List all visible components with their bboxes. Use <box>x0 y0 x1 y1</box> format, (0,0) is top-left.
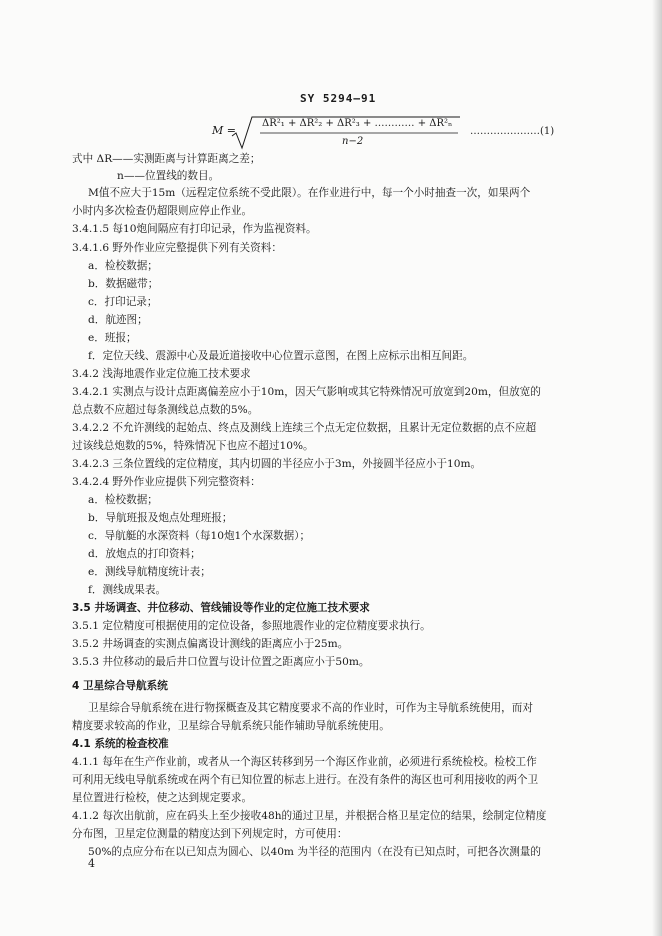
list-item: f．测线成果表。 <box>88 584 167 596</box>
list-item: c．导航艇的水深资料（每10炮1个水深数据）； <box>88 530 311 542</box>
list-item: b．导航班报及炮点处理班报； <box>88 512 233 524</box>
chapter-heading: 4 卫星综合导航系统 <box>72 680 168 692</box>
text-line: 卫星综合导航系统在进行物探概查及其它精度要求不高的作业时，可作为主导航系统使用，而对 <box>88 702 533 714</box>
text-line: 精度要求较高的作业，卫星综合导航系统只能作辅助导航系统使用。 <box>72 720 390 732</box>
page-edge-shadow <box>652 0 662 936</box>
text-line: 3.4.2.1 实测点与设计点距离偏差应小于10m，因天气影响或其它特殊情况可放宽到20m，但放宽的 <box>72 386 541 398</box>
formula-numerator: ΔR²₁ + ΔR²₂ + ΔR²₃ + ………… + ΔR²ₙ <box>262 118 453 129</box>
list-item: c．打印记录； <box>88 296 158 308</box>
text-line: 过该线总炮数的5%，特殊情况下也应不超过10%。 <box>72 440 314 452</box>
list-item: d．航迹图； <box>88 314 148 326</box>
section-heading: 3.4.2 浅海地震作业定位施工技术要求 <box>72 368 251 380</box>
text-line: 星位置进行检校，使之达到规定要求。 <box>72 792 253 804</box>
equation-number: …………………(1) <box>470 126 555 137</box>
text-line: n——位置线的数目。 <box>117 170 220 182</box>
text-line: 式中 ΔR——实测距离与计算距离之差； <box>72 153 261 165</box>
page-number: 4 <box>88 857 95 870</box>
text-line: 小时内多次检查仍超限则应停止作业。 <box>72 205 253 217</box>
text-line: 3.4.1.5 每10炮间隔应有打印记录，作为监视资料。 <box>72 223 317 235</box>
text-line: 总点数不应超过每条测线总点数的5%。 <box>72 404 259 416</box>
formula-denominator: n−2 <box>342 136 364 147</box>
section-heading: 4.1 系统的检查校准 <box>72 738 169 750</box>
list-item: e．班报； <box>88 332 137 344</box>
text-line: 4.1.1 每年在生产作业前，或者从一个海区转移到另一个海区作业前，必须进行系统检校。检校工作 <box>72 756 537 768</box>
text-line: 50%的点应分布在以已知点为圆心、以40m 为半径的范围内（在没有已知点时，可把各次测量的 <box>88 846 541 858</box>
list-item: b．数据磁带； <box>88 278 159 290</box>
list-item: a．检校数据； <box>88 260 158 272</box>
text-line: 3.4.2.4 野外作业应提供下列完整资料： <box>72 476 261 488</box>
text-line: 3.5.2 井场调查的实测点偏离设计测线的距离应小于25m。 <box>72 638 349 650</box>
text-line: 分布图，卫星定位测量的精度达到下列规定时，方可使用： <box>72 828 348 840</box>
formula-block <box>212 116 592 150</box>
formula-lhs: M = <box>212 124 236 137</box>
text-line: 3.4.2.2 不允许测线的起始点、终点及测线上连续三个点无定位数据，且累计无定位数据的点不应超 <box>72 422 537 434</box>
text-line: 3.5.1 定位精度可根据使用的定位设备，参照地震作业的定位精度要求执行。 <box>72 620 431 632</box>
list-item: a．检校数据； <box>88 494 158 506</box>
list-item: f．定位天线、震源中心及最近道接收中心位置示意图，在图上应标示出相互间距。 <box>88 350 474 362</box>
text-line: 4.1.2 每次出航前，应在码头上至少接收48h的通过卫星，并根据合格卫星定位的结果，绘制定位精度 <box>72 810 547 822</box>
list-item: e．测线导航精度统计表； <box>88 566 211 578</box>
text-line: 可利用无线电导航系统或在两个有已知位置的标志上进行。在没有条件的海区也可利用接收的两个卫 <box>72 774 539 786</box>
text-line: 3.4.2.3 三条位置线的定位精度，其内切圆的半径应小于3m，外接圆半径应小于10m。 <box>72 458 482 470</box>
text-line: M值不应大于15m（远程定位系统不受此限）。在作业进行中，每一个小时抽查一次，如果两个 <box>88 187 531 199</box>
standard-code-header: SY 5294—91 <box>300 92 377 105</box>
text-line: 3.4.1.6 野外作业应完整提供下列有关资料： <box>72 242 282 254</box>
list-item: d．放炮点的打印资料； <box>88 548 201 560</box>
text-line: 3.5.3 井位移动的最后井口位置与设计位置之距离应小于50m。 <box>72 656 370 668</box>
section-heading: 3.5 井场调查、井位移动、管线铺设等作业的定位施工技术要求 <box>72 602 370 614</box>
